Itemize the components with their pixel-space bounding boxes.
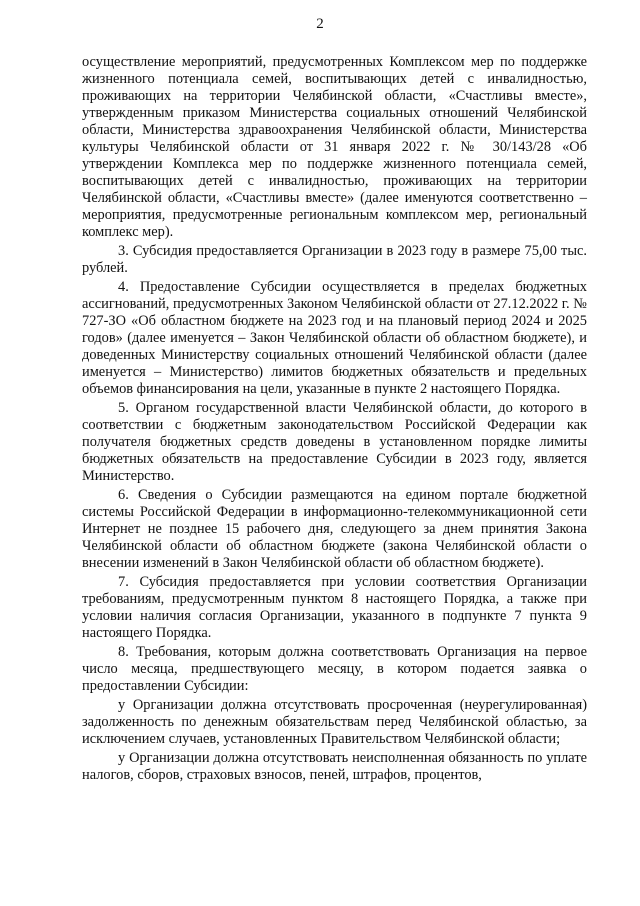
paragraph-item-8: 8. Требования, которым должна соответствовать Организация на первое число месяца, предшествующего месяцу, в котором подается заявка о предоставлении Субсидии: <box>82 644 587 694</box>
paragraph-item-5: 5. Органом государственной власти Челябинской области, до которого в соответствии с бюджетным законодательством Российской Федерации как получателя бюджетных средств доведены в установленном порядке лимиты бюджетных обязательств на предоставление Субсидии в 2023 году, является Министерство. <box>82 400 587 484</box>
paragraph-item-7: 7. Субсидия предоставляется при условии соответствия Организации требованиям, предусмотренным пунктом 8 настоящего Порядка, а также при условии наличия согласия Организации, указанного в подпункте 7 пункта 9 настоящего Порядка. <box>82 574 587 641</box>
paragraph-item-4: 4. Предоставление Субсидии осуществляется в пределах бюджетных ассигнований, предусмотренных Законом Челябинской области от 27.12.2022 г. № 727-ЗО «Об областном бюджете на 2023 год и на плановый период 2024 и 2025 годов» (далее именуется – Закон Челябинской области об областном бюджете), и доведенных Министерству социальных отношений Челябинской области (далее именуется – Министерство) лимитов бюджетных обязательств и предельных объемов финансирования на цели, указанные в пункте 2 настоящего Порядка. <box>82 279 587 397</box>
document-body <box>82 54 587 786</box>
requirement-no-debt: у Организации должна отсутствовать просроченная (неурегулированная) задолженность по денежным обязательствам перед Челябинской областью, за исключением случаев, установленных Правительством Челябинской области; <box>82 697 587 747</box>
paragraph-item-6: 6. Сведения о Субсидии размещаются на едином портале бюджетной системы Российской Федерации в информационно-телекоммуникационной сети Интернет не позднее 15 рабочего дня, следующего за днем принятия Закона Челябинской области об областном бюджете (закона Челябинской области о внесении изменений в Закон Челябинской области об областном бюджете). <box>82 487 587 571</box>
paragraph-continuation: осуществление мероприятий, предусмотренных Комплексом мер по поддержке жизненного потенциала семей, воспитывающих детей с инвалидностью, проживающих на территории Челябинской области, «Счастливы вместе», утвержденным приказом Министерства социальных отношений Челябинской области, Министерства здравоохранения Челябинской области, Министерства культуры Челябинской области от 31 января 2022 г. № 30/143/28 «Об утверждении Комплекса мер по поддержке жизненного потенциала семей, воспитывающих детей с инвалидностью, проживающих на территории Челябинской области, «Счастливы вместе» (далее именуются соответственно – мероприятия, предусмотренные региональным комплексом мер, региональный комплекс мер). <box>82 54 587 240</box>
requirement-no-tax-arrears: у Организации должна отсутствовать неисполненная обязанность по уплате налогов, сборов, страховых взносов, пеней, штрафов, процентов, <box>82 750 587 783</box>
page-number: 2 <box>316 16 324 32</box>
paragraph-item-3: 3. Субсидия предоставляется Организации в 2023 году в размере 75,00 тыс. рублей. <box>82 243 587 276</box>
